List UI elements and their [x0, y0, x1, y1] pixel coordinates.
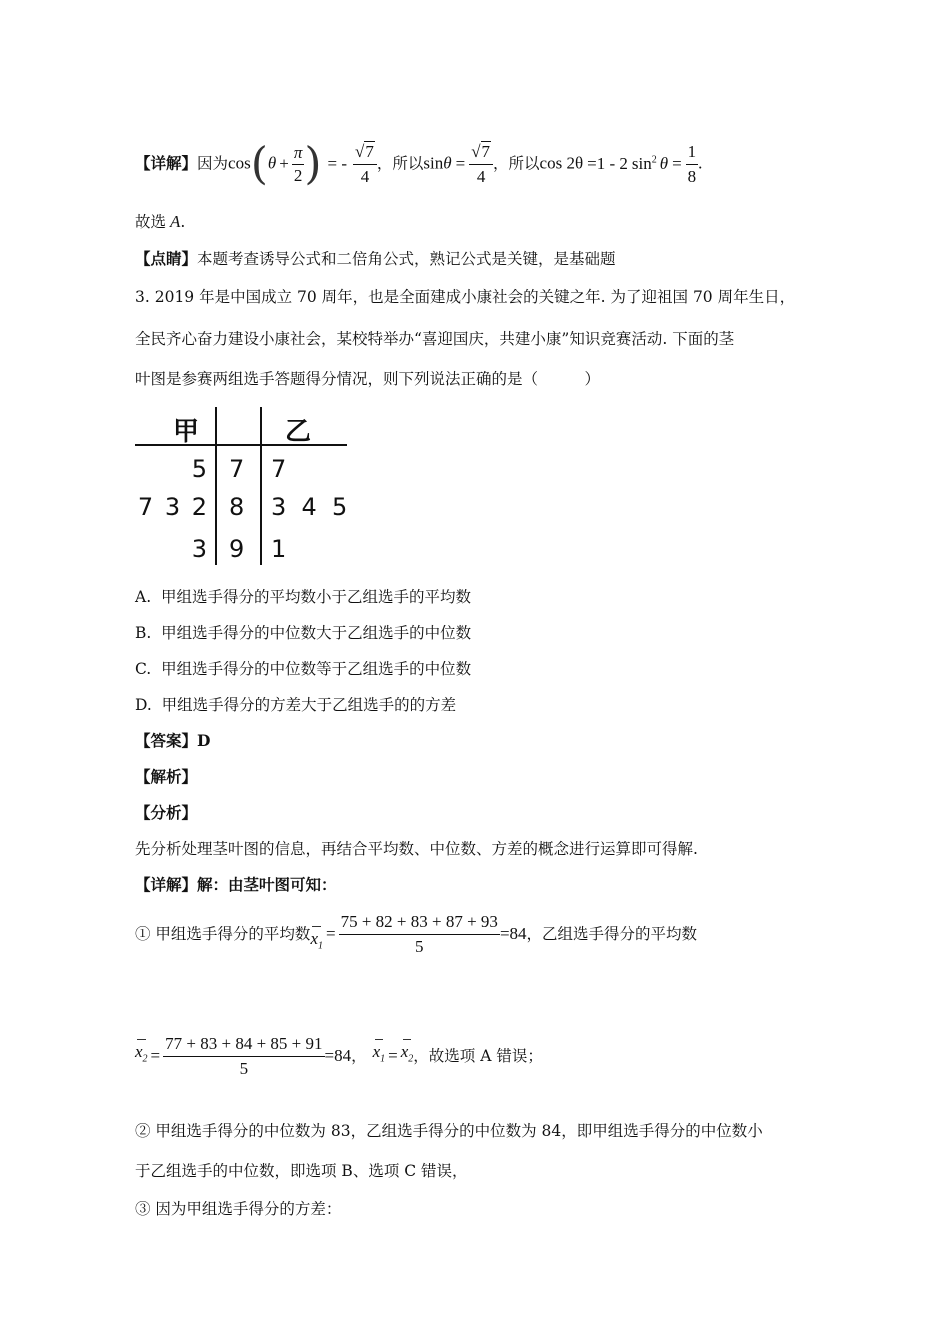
row-90-left: 3	[191, 535, 207, 563]
mean1-denominator: 5	[339, 934, 500, 959]
denominator-4-b: 4	[469, 164, 493, 189]
text-so-1: ，所以	[376, 154, 424, 173]
row-70-left: 5	[191, 455, 207, 483]
text-so-2: ，所以	[493, 154, 540, 173]
detail-text-because: 因为	[197, 154, 229, 173]
compare-xbar1	[373, 1043, 386, 1068]
pi-numerator: π	[293, 143, 303, 163]
mean1-fraction	[339, 910, 500, 959]
choose-line	[135, 210, 185, 232]
mean2-comma: ，	[351, 1047, 367, 1065]
option-d: D. 甲组选手得分的方差大于乙组选手的的方差	[135, 696, 457, 714]
equals-sign-2: =	[672, 153, 682, 173]
row-80-left: 7 3 2	[137, 493, 207, 521]
mean1-numerator: 75 + 82 + 83 + 87 + 93	[340, 911, 498, 931]
mean1-xbar	[310, 930, 323, 955]
sqrt7-over-4-a	[353, 140, 377, 189]
mean1-result: =84	[499, 924, 527, 943]
equals-1-minus-2: =1 - 2	[587, 153, 628, 173]
row-90-right: 1	[271, 535, 287, 563]
stem-leaf-diagram	[135, 405, 350, 570]
sqrt-sign-b: √	[471, 142, 481, 162]
theta-symbol-2: θ	[443, 153, 452, 173]
option-a: A. 甲组选手得分的平均数小于乙组选手的平均数	[135, 588, 471, 606]
left-paren: (	[250, 138, 268, 190]
option-b: B. 甲组选手得分的中位数大于乙组选手的中位数	[135, 624, 472, 642]
sqrt-sign-a: √	[355, 142, 365, 162]
row-80-stem: 8	[229, 493, 245, 521]
choose-period: .	[180, 213, 186, 231]
compare-var2: x	[400, 1042, 409, 1062]
compare-xbar2	[401, 1043, 414, 1068]
analysis-label: 【解析】	[135, 767, 198, 786]
period: .	[698, 153, 703, 173]
mean2-line	[135, 1027, 543, 1083]
one-over-eight	[686, 140, 699, 189]
mean1-prefix: ① 甲组选手得分的平均数	[135, 925, 311, 943]
question-line-1: 3. 2019 年是中国成立 70 周年，也是全面建成小康社会的关键之年. 为了迎祖国 70 周年生日，	[135, 288, 796, 306]
compare-sub1: 1	[380, 1053, 386, 1065]
sqrt7-over-4-b	[469, 140, 493, 189]
detail-label: 【详解】	[135, 153, 198, 173]
option-c: C. 甲组选手得分的中位数等于乙组选手的中位数	[135, 660, 472, 678]
mean1-sub: 1	[317, 940, 323, 952]
compare-var1: x	[372, 1042, 381, 1062]
detail2-line: 【详解】解：由茎叶图可知：	[135, 875, 337, 894]
answer-line: 【答案】D	[135, 731, 211, 750]
mean1-suffix: ，乙组选手得分的平均数	[526, 925, 698, 943]
median-line-2: 于乙组选手的中位数，即选项 B、选项 C 错误，	[135, 1162, 468, 1180]
question-line-3: 叶图是参赛两组选手答题得分情况，则下列说法正确的是（ ）	[135, 370, 601, 388]
compare-eq: =	[388, 1046, 398, 1065]
median-line-1: ② 甲组选手得分的中位数为 83，乙组选手得分的中位数为 84，即甲组选手得分的中位数小	[135, 1122, 763, 1140]
sqrt-radicand-b: 7	[481, 142, 491, 162]
header-group-jia: 甲	[173, 417, 200, 447]
mean1-line	[135, 905, 697, 961]
theta-symbol-3: θ	[659, 153, 669, 173]
denominator-4-a: 4	[353, 164, 377, 189]
mean2-result: =84	[324, 1046, 352, 1065]
equals-sign: =	[455, 153, 466, 173]
mean2-eq: =	[150, 1046, 161, 1065]
mean2-fraction	[163, 1032, 324, 1081]
comment-text: 本题考查诱导公式和二倍角公式，熟记公式是关键，是基础题	[197, 250, 616, 268]
pi-over-2	[292, 142, 305, 187]
fraction-one: 1	[687, 142, 697, 162]
row-70-right: 7	[271, 455, 287, 483]
row-90-stem: 9	[229, 535, 245, 563]
question-line-2: 全民齐心奋力建设小康社会，某校特举办“喜迎国庆，共建小康”知识竞赛活动. 下面的茎	[135, 330, 735, 348]
pi-denominator: 2	[292, 164, 305, 187]
mean2-numerator: 77 + 83 + 84 + 85 + 91	[165, 1033, 323, 1053]
sin-squared	[632, 154, 657, 173]
plus-sign: +	[279, 153, 289, 173]
header-group-yi: 乙	[285, 417, 312, 447]
mean2-denominator: 5	[163, 1056, 324, 1081]
row-80-right: 3 4 5	[271, 493, 348, 521]
mean2-sub: 2	[142, 1053, 148, 1065]
mean2-xbar	[135, 1043, 148, 1068]
comment-label: 【点睛】	[135, 249, 198, 268]
choose-letter: A	[170, 212, 181, 231]
row-70-stem: 7	[229, 455, 245, 483]
sin-fn: sin	[423, 153, 444, 173]
fenxi-label: 【分析】	[135, 803, 198, 822]
detail-formula-line	[135, 130, 702, 190]
comment-line	[135, 247, 616, 269]
sqrt-radicand-a: 7	[365, 142, 374, 162]
fenxi-text: 先分析处理茎叶图的信息，再结合平均数、中位数、方差的概念进行运算即可得解.	[135, 840, 698, 858]
mean2-suffix: ，故选项 A 错误；	[413, 1047, 543, 1065]
fraction-eight: 8	[686, 164, 699, 189]
square-exponent: 2	[651, 154, 657, 165]
mean2-var: x	[135, 1042, 143, 1062]
mean1-var: x	[310, 929, 318, 948]
mean1-eq: =	[325, 924, 336, 943]
right-paren: )	[304, 138, 322, 190]
sin-fn-2: sin	[631, 153, 652, 173]
choose-text: 故选	[135, 213, 167, 231]
cos-2theta: cos 2θ	[539, 153, 584, 173]
variance-line: ③ 因为甲组选手得分的方差：	[135, 1200, 342, 1218]
equals-negative: = -	[327, 153, 348, 173]
cos-fn: cos	[228, 153, 251, 173]
theta-symbol: θ	[267, 153, 277, 173]
compare-sub2: 2	[408, 1053, 414, 1065]
